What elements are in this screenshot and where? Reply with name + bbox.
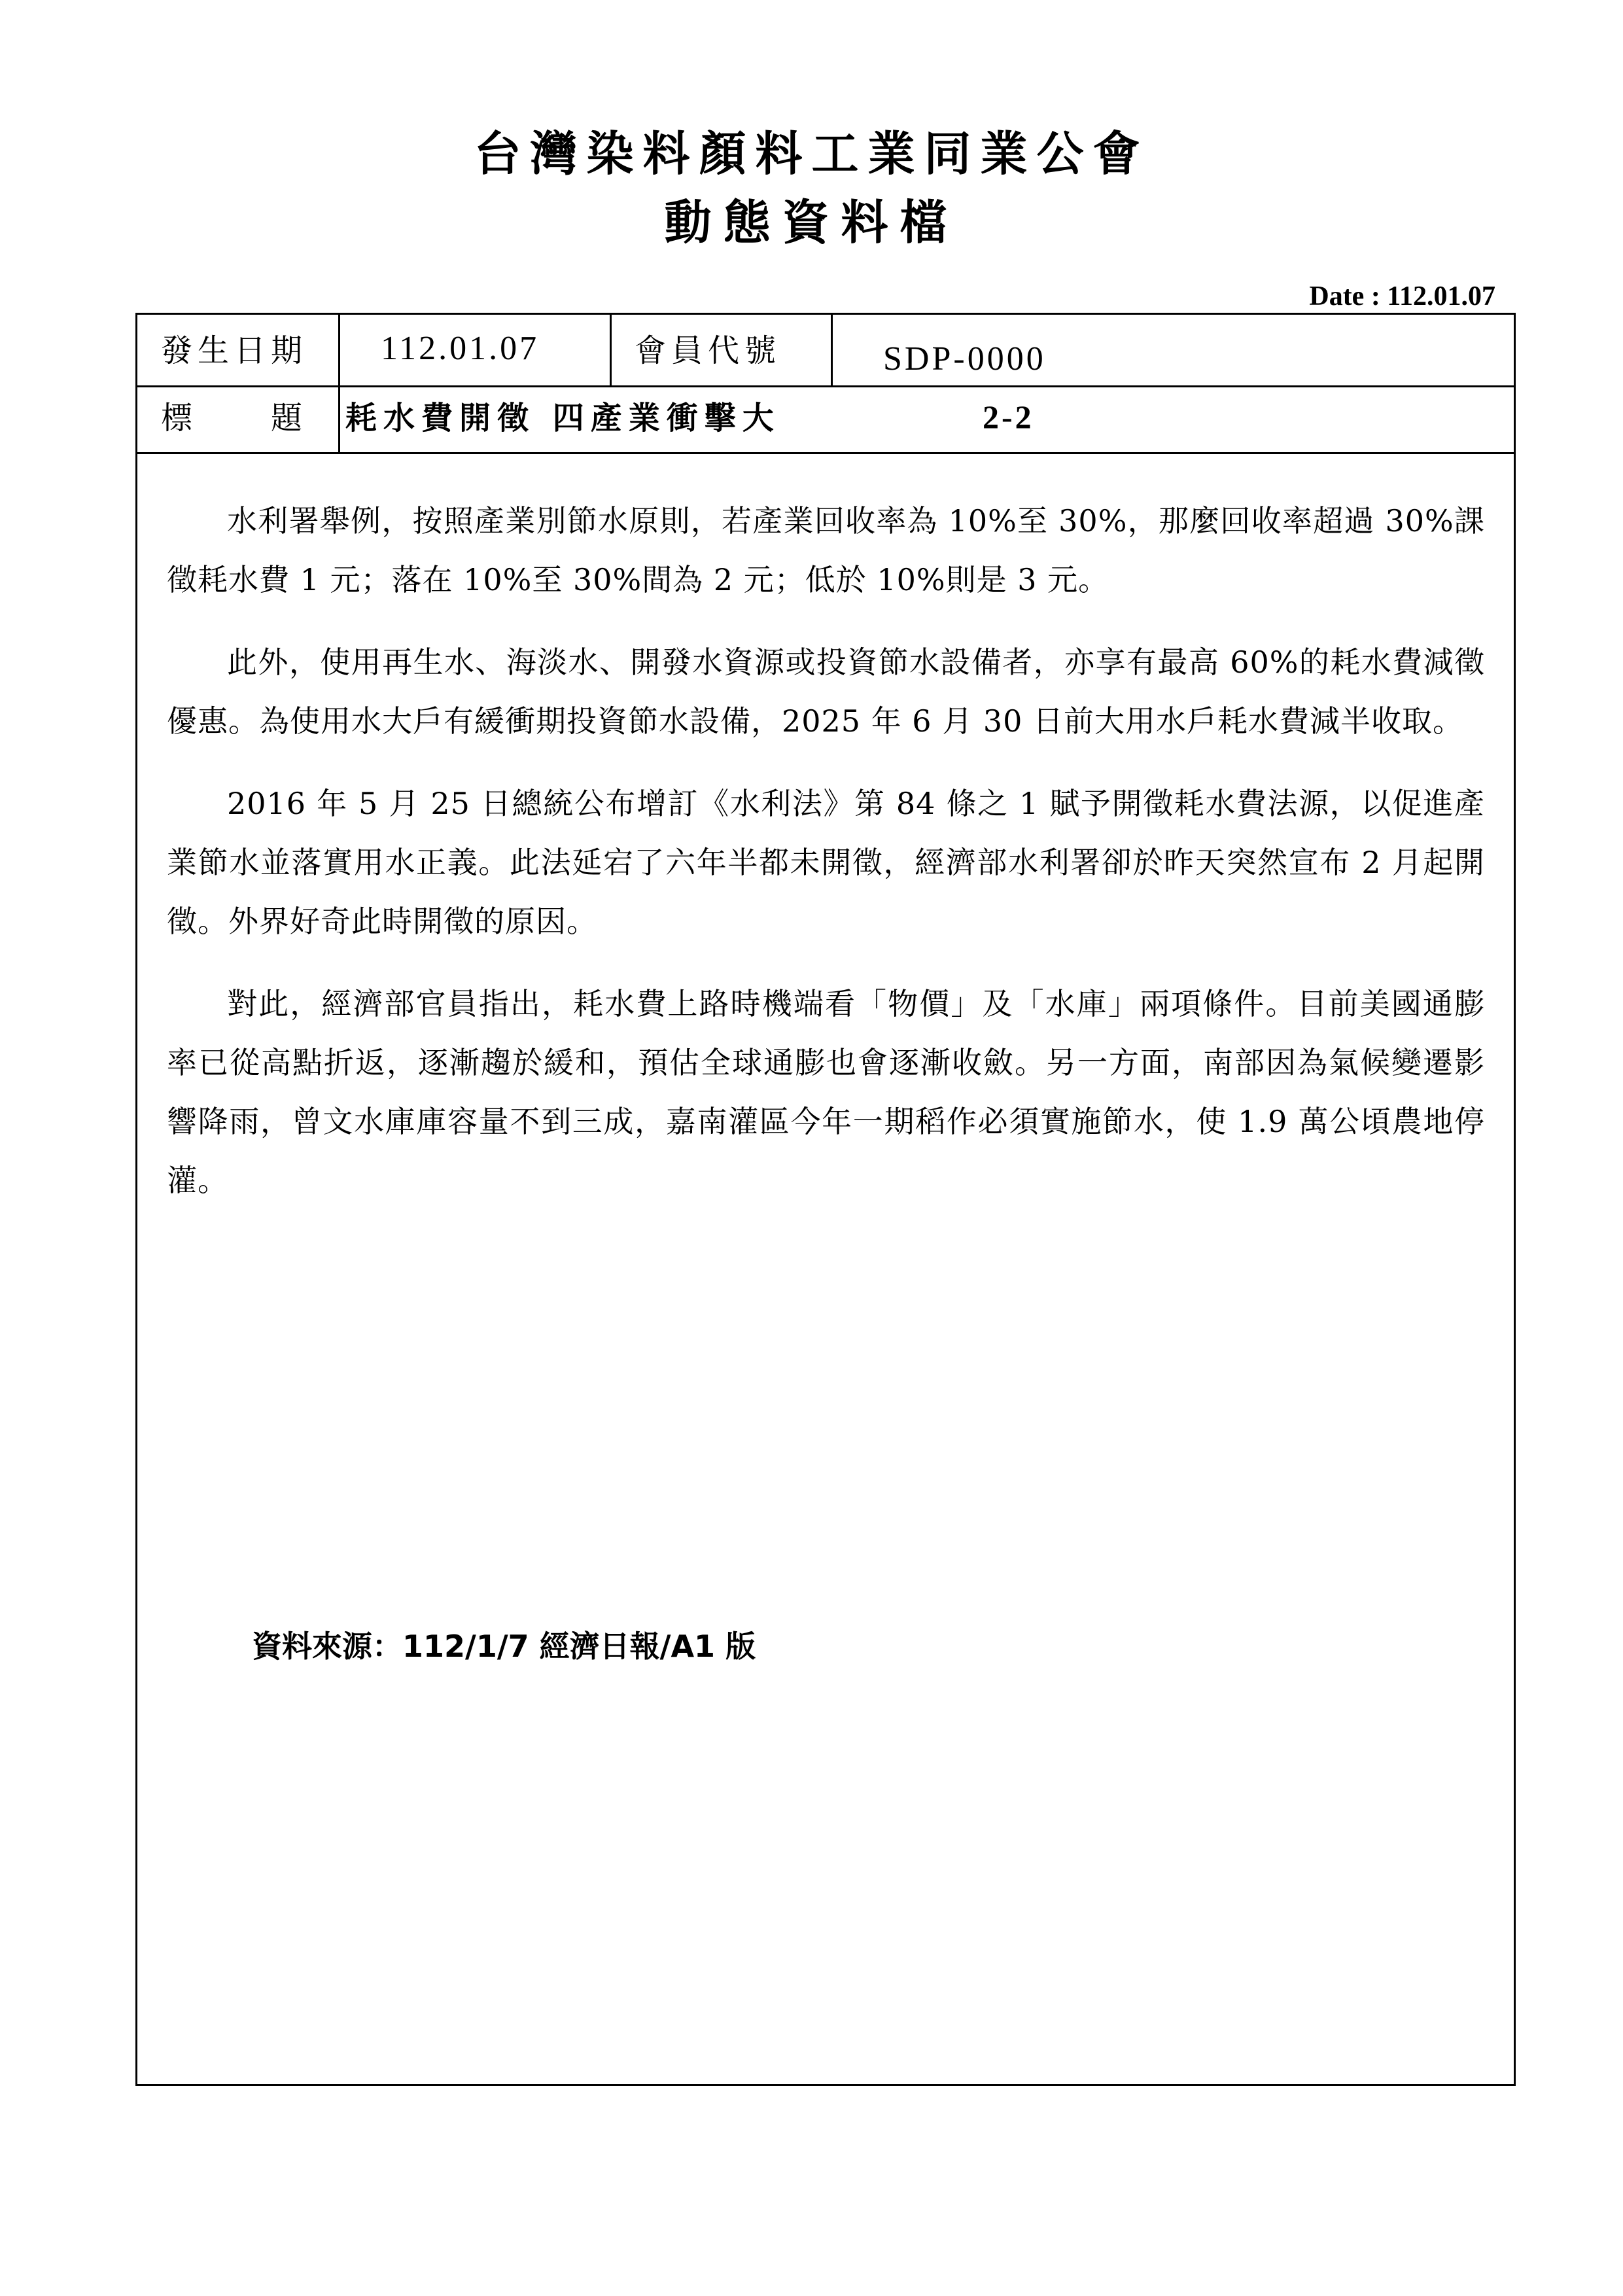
table-bottom-divider: [137, 452, 1514, 454]
member-code-label: 會員代號: [635, 332, 782, 369]
column-divider: [610, 315, 612, 385]
article-paragraph: 此外，使用再生水、海淡水、開發水資源或投資節水設備者，亦享有最高 60%的耗水費減徵優惠。為使用水大戶有緩衝期投資節水設備，2025 年 6 月 30 日前大用水戶耗水費減半收取。: [167, 645, 1485, 739]
column-divider: [831, 315, 833, 385]
article-paragraph: 水利署舉例，按照產業別節水原則，若產業回收率為 10%至 30%，那麼回收率超過 30%課徵耗水費 1 元；落在 10%至 30%間為 2 元；低於 10%則是 3 元。: [167, 503, 1485, 597]
column-divider: [338, 315, 340, 385]
column-divider: [338, 385, 340, 452]
article-paragraph: 2016 年 5 月 25 日總統公布增訂《水利法》第 84 條之 1 賦予開徵耗水費法源，以促進產業節水並落實用水正義。此法延宕了六年半都未開徵，經濟部水利署卻於昨天突然宣布 2 月起開徵。外界好奇此時開徵的原因。: [167, 786, 1485, 939]
subject-value: 耗水費開徵 四產業衝擊大: [345, 400, 780, 436]
article-paragraph: 對此，經濟部官員指出，耗水費上路時機端看「物價」及「水庫」兩項條件。目前美國通膨率已從高點折返，逐漸趨於緩和，預估全球通膨也會逐漸收斂。另一方面，南部因為氣候變遷影響降雨，曾文水庫庫容量不到三成，嘉南灌區今年一期稻作必須實施節水，使 1.9 萬公頃農地停灌。: [167, 986, 1485, 1198]
source-citation: 資料來源：112/1/7 經濟日報/A1 版: [252, 1629, 756, 1664]
member-code-value: SDP-0000: [883, 340, 1046, 378]
occurrence-date-value: 112.01.07: [381, 330, 540, 367]
document-frame: [135, 313, 1516, 2086]
part-indicator: 2-2: [983, 398, 1034, 435]
organization-title: 台灣染料顏料工業同業公會: [474, 126, 1149, 181]
article-body: [167, 491, 1485, 1233]
occurrence-date-label: 發生日期: [161, 332, 308, 369]
table-row-divider: [137, 385, 1514, 387]
document-date: Date : 112.01.07: [1309, 281, 1495, 311]
document-type-title: 動態資料檔: [664, 195, 959, 250]
subject-label: 標 題: [161, 400, 308, 436]
